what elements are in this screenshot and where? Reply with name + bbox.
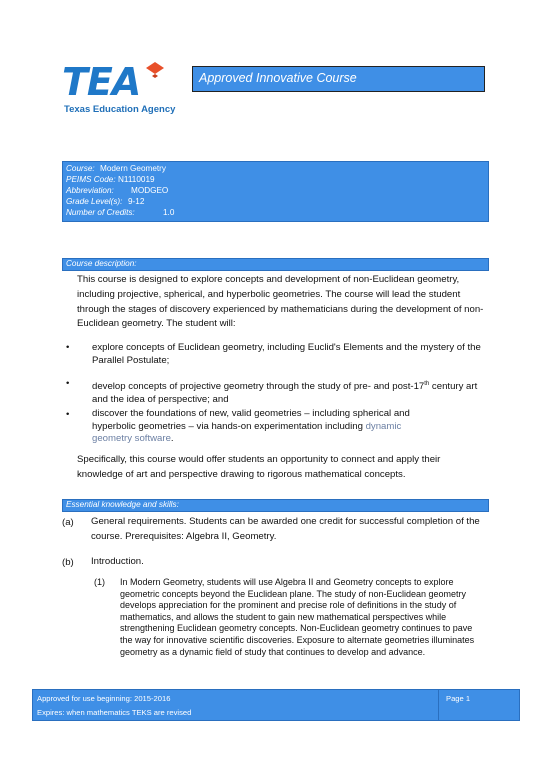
bullet-projective: develop concepts of projective geometry through the study of pre- and post-17th century art and the idea of perspective; and — [92, 381, 478, 405]
course-description-closing: Specifically, this course would offer students an opportunity to connect and apply their knowledge of art and perspective drawing to rigorous mathematical concepts. — [77, 454, 441, 480]
course-row: Course: Modern Geometry — [66, 164, 166, 173]
peims-row: PEIMS Code: N1110019 — [66, 175, 155, 184]
course-description-header: Course description: — [62, 258, 489, 271]
grade-row: Grade Level(s): 9-12 — [66, 197, 145, 206]
bullet-euclidean: explore concepts of Euclidean geometry, including Euclid's Elements and the mystery of the Parallel Postulate; — [92, 342, 481, 366]
section-b1-text: In Modern Geometry, students will use Algebra II and Geometry concepts to explore geometric concepts beyond the Euclidean plane. The study of non-Euclidean geometry develops appreciation for the prominent and precise role of definitions in the study of mathematics, and allows the student to gain new mathematical perspectives while strengthening Euclidean geometry concepts. Non-Euclidean geometry continues to pave the way for innovative scientific discoveries. Exposure to alternate geometries illuminates geometry as a dynamic field of study that continues to develop and advance. — [120, 577, 475, 657]
section-a-text: General requirements. Students can be awarded one credit for successful completion of the course. Prerequisites: Algebra II, Geometry. — [91, 516, 480, 542]
abbreviation-value: MODGEO — [131, 186, 169, 195]
bullet-marker: • — [66, 378, 70, 389]
section-a-label: (a) — [62, 517, 74, 528]
graduation-cap-icon — [144, 60, 166, 78]
agency-name: Texas Education Agency — [64, 104, 176, 115]
bullet-marker: • — [66, 342, 70, 353]
peims-value: N1110019 — [118, 175, 155, 184]
approved-course-banner — [192, 66, 485, 92]
abbreviation-row: Abbreviation: MODGEO — [66, 186, 169, 195]
bullet-marker: • — [66, 409, 70, 420]
approved-course-label: Approved Innovative Course — [199, 71, 357, 85]
credits-value: 1.0 — [163, 208, 175, 217]
course-description-intro: This course is designed to explore concepts and development of non-Euclidean geometry, including projective, spherical, and hyperbolic geometries. The course will lead the student through the stages of discovery experienced by mathematicians during the development of non-Euclidean geometry. The student will: — [77, 274, 484, 330]
footer-expires: Expires: when mathematics TEKS are revised — [37, 708, 192, 717]
footer-divider — [438, 690, 439, 720]
essential-knowledge-header: Essential knowledge and skills: — [62, 499, 489, 512]
footer-page-number: Page 1 — [446, 694, 471, 703]
logo-wordmark: TEA — [62, 60, 141, 104]
section-b-text: Introduction. — [91, 556, 144, 567]
dynamic-geometry-software-text: dynamic geometry software — [92, 420, 402, 445]
section-b1-label: (1) — [94, 577, 105, 587]
course-info-box — [62, 161, 489, 222]
tea-logo — [62, 60, 176, 120]
section-b-label: (b) — [62, 557, 74, 568]
course-value: Modern Geometry — [100, 164, 166, 173]
credits-row: Number of Credits: 1.0 — [66, 208, 175, 217]
footer-approved: Approved for use beginning: 2015-2016 — [37, 694, 171, 703]
grade-value: 9-12 — [128, 197, 145, 206]
bullet-foundations: discover the foundations of new, valid geometries – including spherical and hyperbolic geometries – via hands-on experimentation including dynamic geometry software. — [92, 408, 410, 445]
page-footer — [32, 689, 520, 721]
